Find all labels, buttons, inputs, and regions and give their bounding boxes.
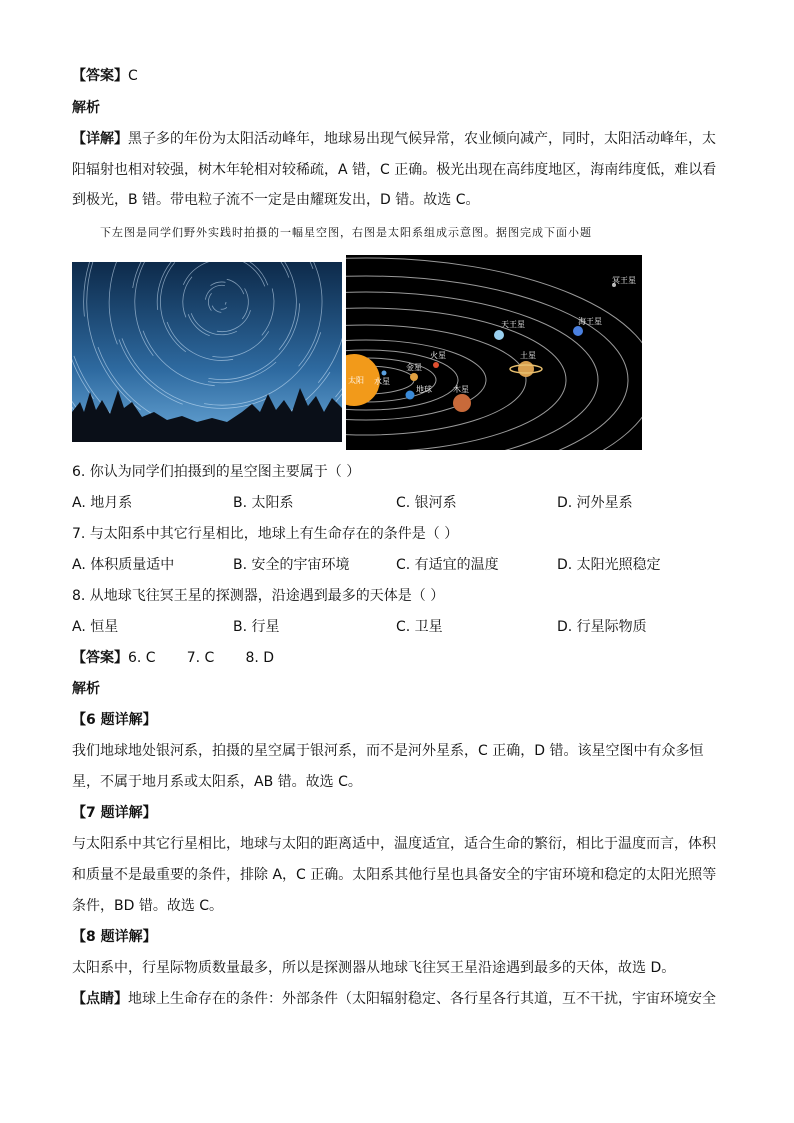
q6-option-c: C. 银河系 [396, 495, 457, 511]
label-earth: 地球 [416, 385, 432, 394]
q6-detail-heading: 【6 题详解】 [72, 712, 157, 728]
q6-detail-line-2: 星，不属于地月系或太阳系，AB 错。故选 C。 [72, 774, 362, 790]
question-7-stem: 7. 与太阳系中其它行星相比，地球上有生命存在的条件是（ ） [72, 526, 459, 542]
q6-detail-line-1: 我们地球地处银河系，拍摄的星空属于银河系，而不是河外星系，C 正确，D 错。该星空图中有众多恒 [72, 743, 704, 759]
q6-option-b: B. 太阳系 [233, 495, 294, 511]
analysis-heading: 解析 [72, 100, 100, 116]
label-venus: 金星 [406, 363, 422, 372]
detail-tag: 【详解】 [72, 131, 128, 147]
label-pluto: 冥王星 [612, 276, 636, 285]
q7-option-b: B. 安全的宇宙环境 [233, 557, 350, 573]
q6-option-d: D. 河外星系 [557, 495, 633, 511]
answer-value-2: 6. C 7. C 8. D [128, 650, 275, 666]
jupiter-shape [453, 394, 471, 412]
label-mars: 火星 [430, 351, 446, 360]
q8-detail-line-1: 太阳系中，行星际物质数量最多，所以是探测器从地球飞往冥王星沿途遇到最多的天体，故选 D。 [72, 960, 676, 976]
star-trail-photo [72, 262, 342, 442]
q8-detail-heading: 【8 题详解】 [72, 929, 157, 945]
label-sun: 太阳 [348, 376, 364, 385]
q7-detail-line-1: 与太阳系中其它行星相比，地球与太阳的距离适中，温度适宜，适合生命的繁衍，相比于温度而言，体积 [72, 836, 716, 852]
q6-option-a: A. 地月系 [72, 495, 133, 511]
uranus-shape [494, 330, 504, 340]
question-8-stem: 8. 从地球飞往冥王星的探测器，沿途遇到最多的天体是（ ） [72, 588, 445, 604]
label-mercury: 水星 [374, 377, 390, 386]
label-jupiter: 木星 [453, 385, 469, 394]
venus-shape [410, 373, 418, 381]
answer-tag-2: 【答案】 [72, 650, 128, 666]
detail-line-2: 阳辐射也相对较强，树木年轮相对较稀疏，A 错，C 正确。极光出现在高纬度地区，海南纬度低，难以看 [72, 162, 717, 178]
label-neptune: 海王星 [578, 317, 602, 326]
highlight-line [72, 989, 716, 1009]
answer-line-2 [72, 648, 274, 668]
label-saturn: 土星 [520, 351, 536, 360]
figure-intro: 下左图是同学们野外实践时拍摄的一幅星空图，右图是太阳系组成示意图。据图完成下面小题 [100, 226, 592, 239]
q7-detail-line-3: 条件，BD 错。故选 C。 [72, 898, 224, 914]
q7-option-a: A. 体积质量适中 [72, 557, 175, 573]
mercury-shape [382, 371, 387, 376]
q7-option-d: D. 太阳光照稳定 [557, 557, 661, 573]
solar-system-diagram [346, 255, 642, 450]
neptune-shape [573, 326, 583, 336]
analysis-heading-2: 解析 [72, 681, 100, 697]
detail-line-1: 【详解】黑子多的年份为太阳活动峰年，地球易出现气候异常，农业倾向减产，同时，太阳活动峰年，太 [72, 131, 716, 147]
question-6-stem: 6. 你认为同学们拍摄到的星空图主要属于（ ） [72, 464, 361, 480]
q8-option-c: C. 卫星 [396, 619, 443, 635]
label-uranus: 天王星 [501, 320, 525, 329]
earth-shape [406, 391, 415, 400]
q7-detail-heading: 【7 题详解】 [72, 805, 157, 821]
detail-line-3: 到极光，B 错。带电粒子流不一定是由耀斑发出，D 错。故选 C。 [72, 192, 480, 208]
mars-shape [433, 362, 439, 368]
highlight-tag: 【点睛】 [72, 991, 128, 1007]
answer-line [72, 66, 138, 86]
q8-option-b: B. 行星 [233, 619, 280, 635]
q7-detail-line-2: 和质量不是最重要的条件，排除 A，C 正确。太阳系其他行星也具备安全的宇宙环境和稳定的太阳光照等 [72, 867, 717, 883]
q8-option-a: A. 恒星 [72, 619, 119, 635]
answer-value: C [128, 68, 138, 84]
highlight-text: 地球上生命存在的条件：外部条件（太阳辐射稳定、各行星各行其道，互不干扰，宇宙环境安全 [128, 991, 716, 1007]
answer-tag: 【答案】 [72, 68, 128, 84]
q7-option-c: C. 有适宜的温度 [396, 557, 499, 573]
q8-option-d: D. 行星际物质 [557, 619, 647, 635]
